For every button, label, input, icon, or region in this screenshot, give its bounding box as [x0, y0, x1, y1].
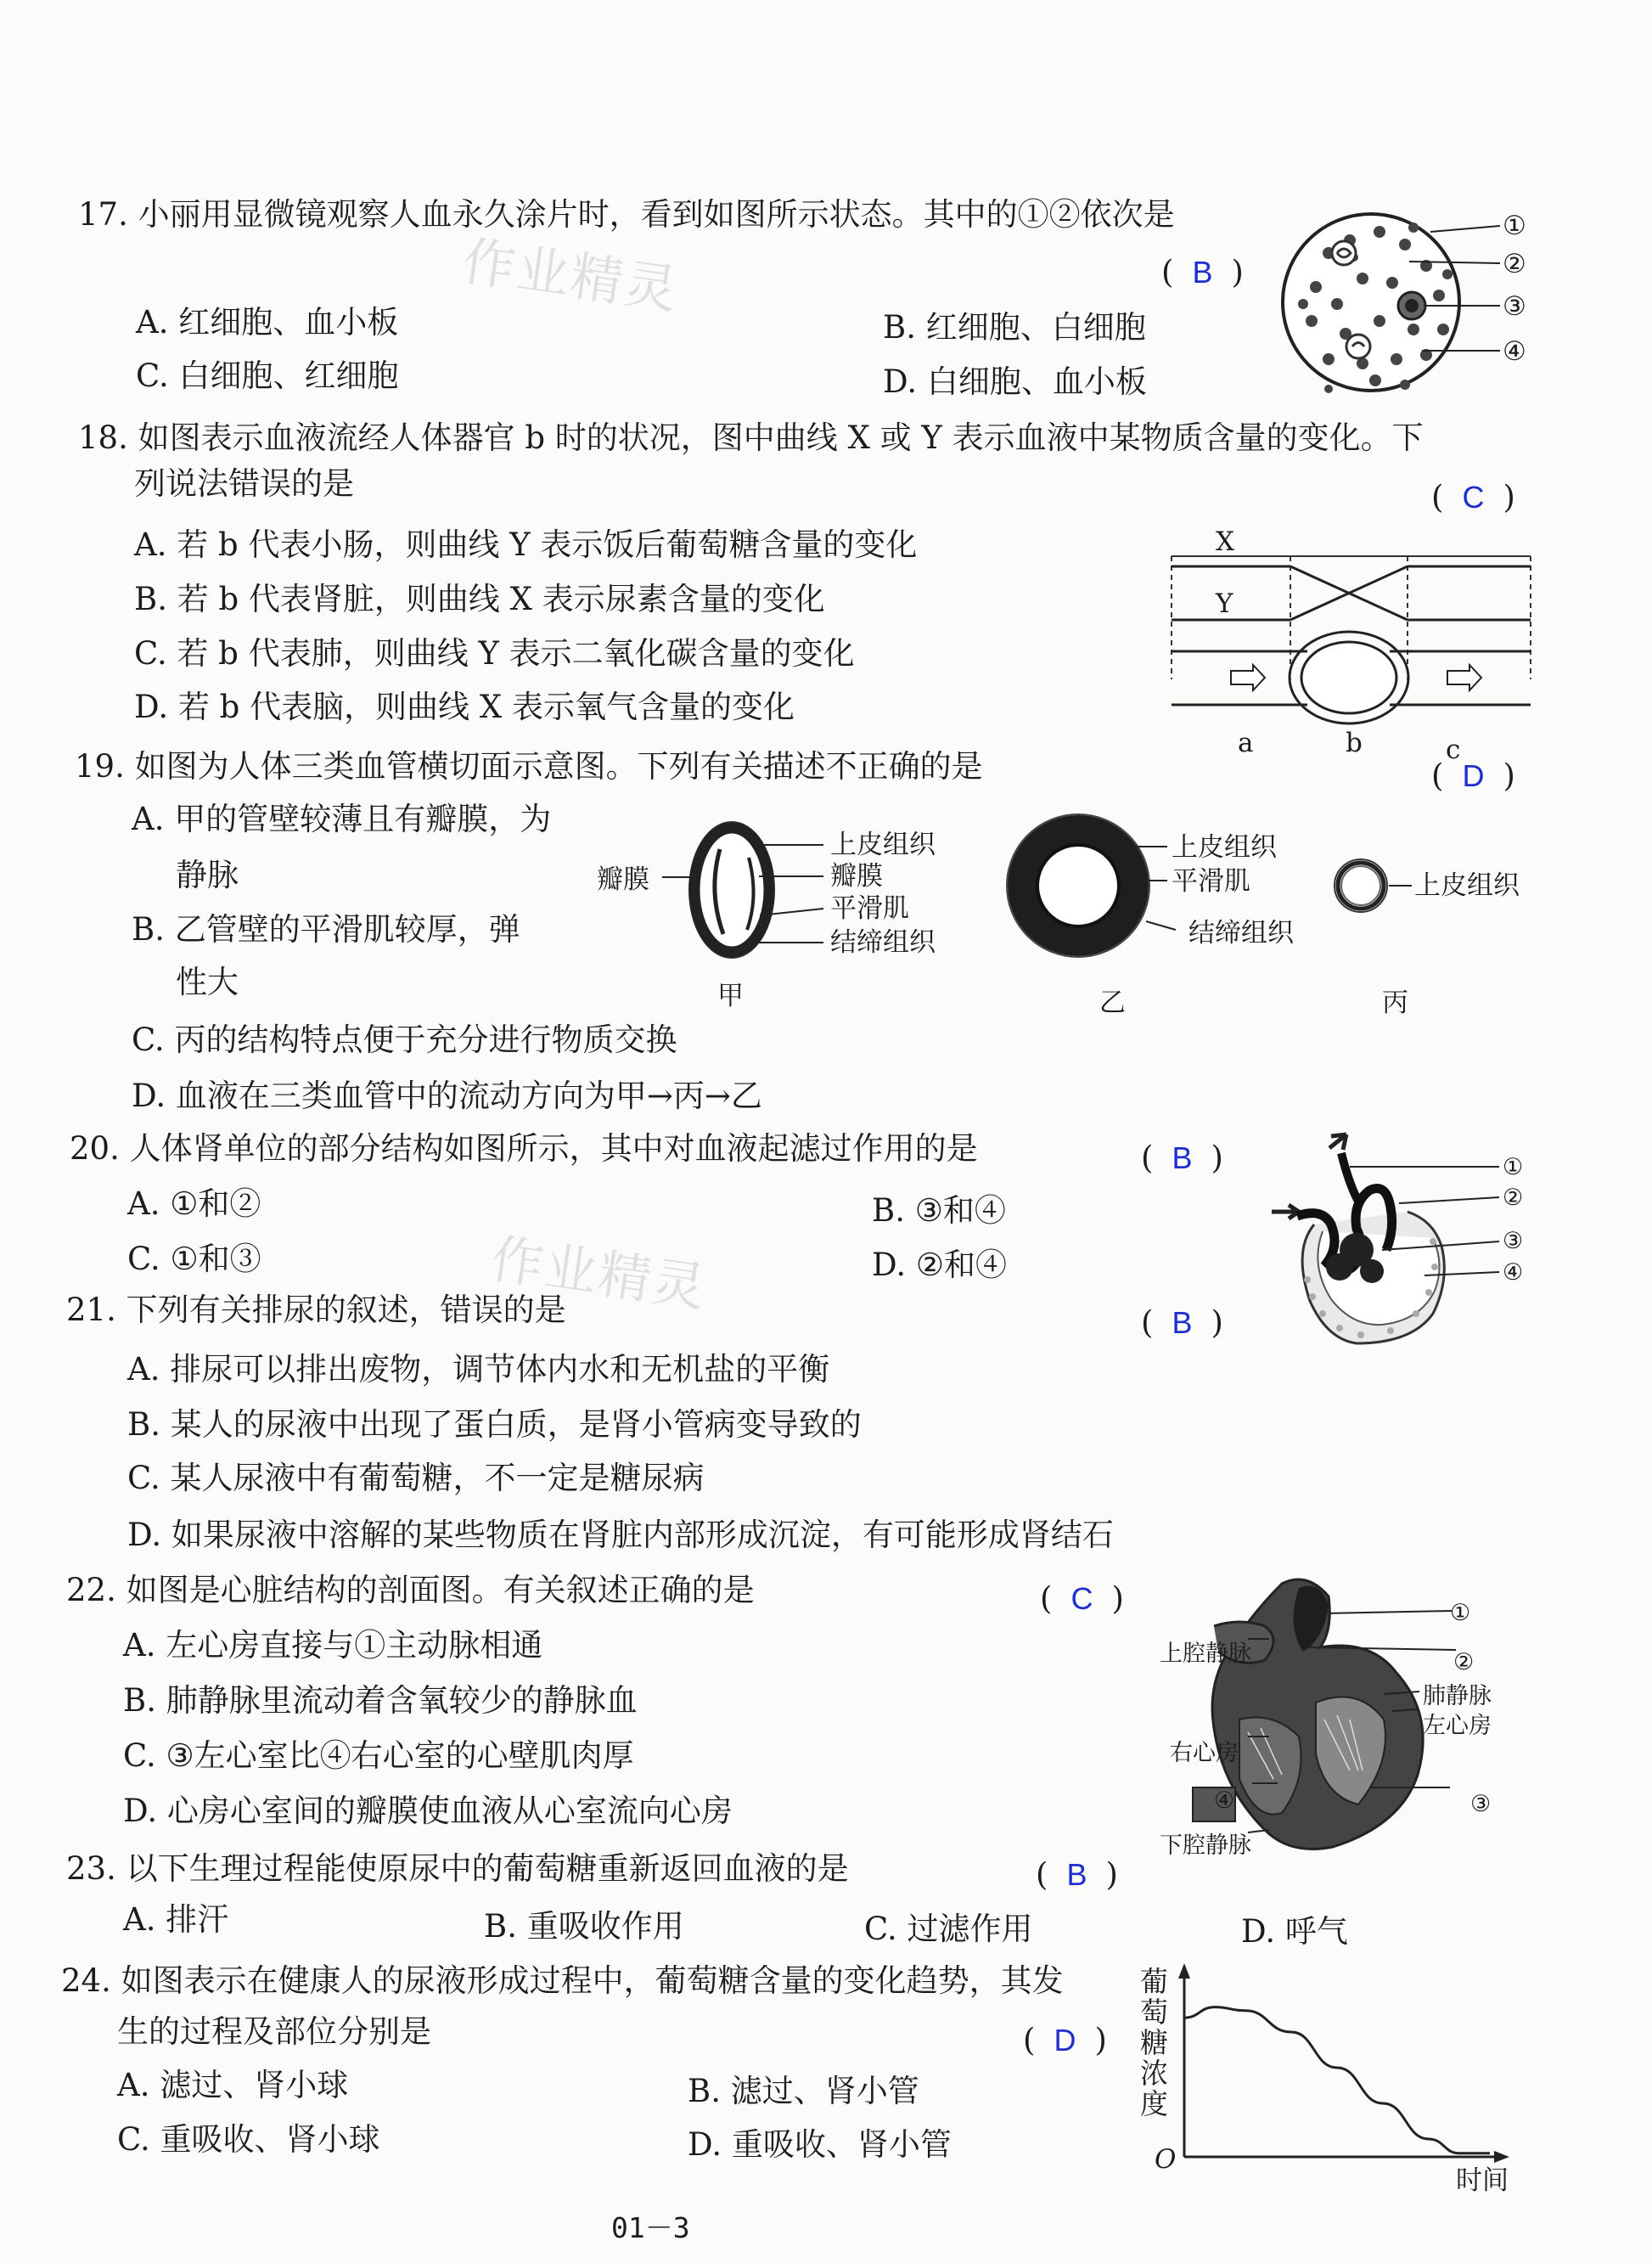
q24-option-c: C. 重吸收、肾小球: [117, 2121, 380, 2158]
q19-option-d: D. 血液在三类血管中的流动方向为甲→丙→乙: [132, 1078, 762, 1114]
q22-option-a: A. 左心房直接与①主动脉相通: [123, 1627, 543, 1663]
q23-option-a: A. 排汗: [123, 1901, 229, 1938]
q24-option-b: B. 滤过、肾小管: [688, 2073, 919, 2109]
q17-option-d: D. 白细胞、血小板: [883, 363, 1147, 400]
q17-stem: 17. 小丽用显微镜观察人血永久涂片时，看到如图所示状态。其中的①②依次是: [78, 196, 1175, 233]
q18-stem-line2: 列说法错误的是: [134, 465, 354, 502]
yi-smooth-muscle-label: 平滑肌: [1172, 866, 1250, 897]
nephron-figure: [1272, 1131, 1518, 1352]
heart-label-svc: 上腔静脉: [1160, 1641, 1251, 1667]
q18-curve-y: Y: [1216, 588, 1233, 619]
bing-epithelium-label: 上皮组织: [1414, 870, 1520, 901]
jia-connective-label: 结缔组织: [830, 927, 936, 958]
q17-label-1: ①: [1503, 211, 1526, 241]
q22-answer: ( C ): [1040, 1580, 1124, 1617]
q21-option-a: A. 排尿可以排出废物，调节体内水和无机盐的平衡: [127, 1351, 830, 1388]
jia-name: 甲: [717, 981, 744, 1011]
q22-stem: 22. 如图是心脏结构的剖面图。有关叙述正确的是: [66, 1572, 755, 1608]
q19-answer: ( D ): [1431, 757, 1515, 794]
q18-curve-x: X: [1216, 526, 1235, 557]
yi-connective-label: 结缔组织: [1188, 918, 1294, 949]
q19-option-a1: A. 甲的管壁较薄且有瓣膜，为: [132, 801, 552, 837]
q17-answer-value: B: [1192, 255, 1213, 290]
heart-label-2: ②: [1453, 1649, 1475, 1675]
bing-name: 丙: [1382, 988, 1408, 1018]
q20-label-1: ①: [1503, 1154, 1524, 1180]
heart-label-1: ①: [1450, 1600, 1471, 1626]
q21-stem: 21. 下列有关排尿的叙述，错误的是: [66, 1292, 566, 1328]
vessel-jia-figure: [679, 815, 823, 977]
q21-option-d: D. 如果尿液中溶解的某些物质在肾脏内部形成沉淀，有可能形成肾结石: [127, 1517, 1114, 1553]
q20-option-c: C. ①和③: [127, 1241, 261, 1277]
q22-option-c: C. ③左心室比④右心室的心壁肌肉厚: [123, 1737, 634, 1774]
q18-stem-line1: 18. 如图表示血液流经人体器官 b 时的状况，图中曲线 X 或 Y 表示血液中某物质含量的变化。下: [78, 419, 1424, 456]
watermark: 作业精灵: [458, 229, 683, 322]
blood-smear-figure: [1278, 194, 1532, 414]
q20-label-4: ④: [1503, 1259, 1524, 1286]
heart-label-ivc: 下腔静脉: [1160, 1832, 1251, 1859]
jia-epithelium-label: 上皮组织: [830, 830, 936, 860]
q17-label-4: ④: [1503, 336, 1526, 367]
q19-answer-value: D: [1462, 758, 1485, 793]
heart-label-3: ③: [1470, 1791, 1492, 1817]
heart-label-4: ④: [1214, 1787, 1235, 1814]
q22-option-b: B. 肺静脉里流动着含氧较少的静脉血: [123, 1682, 638, 1719]
q24-stem-line2: 生的过程及部位分别是: [117, 2013, 431, 2050]
q24-option-a: A. 滤过、肾小球: [117, 2067, 349, 2103]
q20-answer-value: B: [1172, 1140, 1193, 1175]
q17-option-a: A. 红细胞、血小板: [136, 304, 399, 341]
q24-answer: ( D ): [1023, 2022, 1107, 2058]
q18-option-d: D. 若 b 代表脑，则曲线 X 表示氧气含量的变化: [134, 689, 795, 725]
q17-label-2: ②: [1503, 249, 1526, 279]
yi-name: 乙: [1099, 988, 1126, 1018]
yi-epithelium-label: 上皮组织: [1172, 832, 1277, 863]
q23-answer-value: B: [1066, 1857, 1087, 1892]
chart-y-arrow: [1178, 1963, 1190, 1979]
q18-seg-a: a: [1238, 728, 1254, 758]
q19-option-a2: 静脉: [176, 857, 239, 893]
page-number: 01－3: [611, 2211, 690, 2244]
chart-y-label: [1140, 1967, 1174, 2119]
chart-y-label-text: 葡萄糖浓度: [1140, 1965, 1168, 2120]
chart-series-line: [1184, 2007, 1490, 2153]
q18-answer: ( C ): [1431, 479, 1515, 515]
q19-stem: 19. 如图为人体三类血管横切面示意图。下列有关描述不正确的是: [75, 748, 983, 785]
q20-label-3: ③: [1503, 1228, 1524, 1254]
jia-smooth-muscle-label: 平滑肌: [830, 893, 909, 924]
chart-x-label: 时间: [1456, 2165, 1509, 2196]
glucose-chart: [1142, 1953, 1515, 2182]
heart-label-la: 左心房: [1423, 1713, 1492, 1739]
q18-answer-value: C: [1462, 480, 1485, 515]
q19-option-c: C. 丙的结构特点便于充分进行物质交换: [132, 1022, 677, 1058]
q23-answer: ( B ): [1036, 1856, 1118, 1893]
q17-option-c: C. 白细胞、红细胞: [136, 357, 399, 394]
q17-answer: ( B ): [1161, 254, 1244, 290]
q20-option-b: B. ③和④: [872, 1192, 1006, 1229]
q20-stem: 20. 人体肾单位的部分结构如图所示，其中对血液起滤过作用的是: [70, 1130, 978, 1167]
q23-stem: 23. 以下生理过程能使原尿中的葡萄糖重新返回血液的是: [66, 1850, 849, 1887]
q24-answer-value: D: [1054, 2023, 1076, 2058]
q18-seg-c: c: [1446, 735, 1461, 765]
q23-option-d: D. 呼气: [1241, 1913, 1348, 1950]
q17-option-b: B. 红细胞、白细胞: [883, 309, 1146, 346]
q18-option-c: C. 若 b 代表肺，则曲线 Y 表示二氧化碳含量的变化: [134, 635, 855, 672]
q17-label-3: ③: [1503, 291, 1526, 322]
q21-answer: ( B ): [1141, 1304, 1223, 1341]
q18-option-a: A. 若 b 代表小肠，则曲线 Y 表示饭后葡萄糖含量的变化: [134, 526, 918, 563]
q20-answer: ( B ): [1141, 1140, 1223, 1176]
chart-origin-label: O: [1155, 2144, 1177, 2175]
organ-curve-figure: [1167, 531, 1541, 713]
jia-valve-left-label: 瓣膜: [597, 864, 649, 895]
q22-answer-value: C: [1070, 1581, 1093, 1616]
q18-seg-b: b: [1346, 728, 1363, 758]
q23-option-b: B. 重吸收作用: [484, 1908, 684, 1945]
q23-option-c: C. 过滤作用: [864, 1911, 1033, 1947]
q19-option-b1: B. 乙管壁的平滑肌较厚，弹: [132, 911, 520, 948]
vessel-yi-figure: [1006, 811, 1167, 964]
vessel-bing-figure: [1331, 852, 1416, 920]
q22-option-d: D. 心房心室间的瓣膜使血液从心室流向心房: [123, 1793, 733, 1829]
watermark: 作业精灵: [486, 1227, 711, 1320]
q24-option-d: D. 重吸收、肾小管: [688, 2126, 952, 2163]
chart-x-arrow: [1494, 2151, 1509, 2163]
q21-answer-value: B: [1172, 1305, 1193, 1340]
jia-valve-label: 瓣膜: [830, 861, 883, 892]
q20-label-2: ②: [1503, 1185, 1524, 1211]
q18-option-b: B. 若 b 代表肾脏，则曲线 X 表示尿素含量的变化: [134, 581, 825, 617]
q20-option-d: D. ②和④: [872, 1247, 1008, 1283]
q19-option-b2: 性大: [176, 964, 239, 1000]
heart-label-ra: 右心房: [1170, 1740, 1239, 1766]
heart-label-pv: 肺静脉: [1423, 1683, 1492, 1709]
q21-option-b: B. 某人的尿液中出现了蛋白质，是肾小管病变导致的: [127, 1406, 862, 1443]
q24-stem-line1: 24. 如图表示在健康人的尿液形成过程中，葡萄糖含量的变化趋势，其发: [61, 1962, 1064, 1999]
q20-option-a: A. ①和②: [127, 1185, 261, 1222]
q21-option-c: C. 某人尿液中有葡萄糖，不一定是糖尿病: [127, 1460, 705, 1496]
